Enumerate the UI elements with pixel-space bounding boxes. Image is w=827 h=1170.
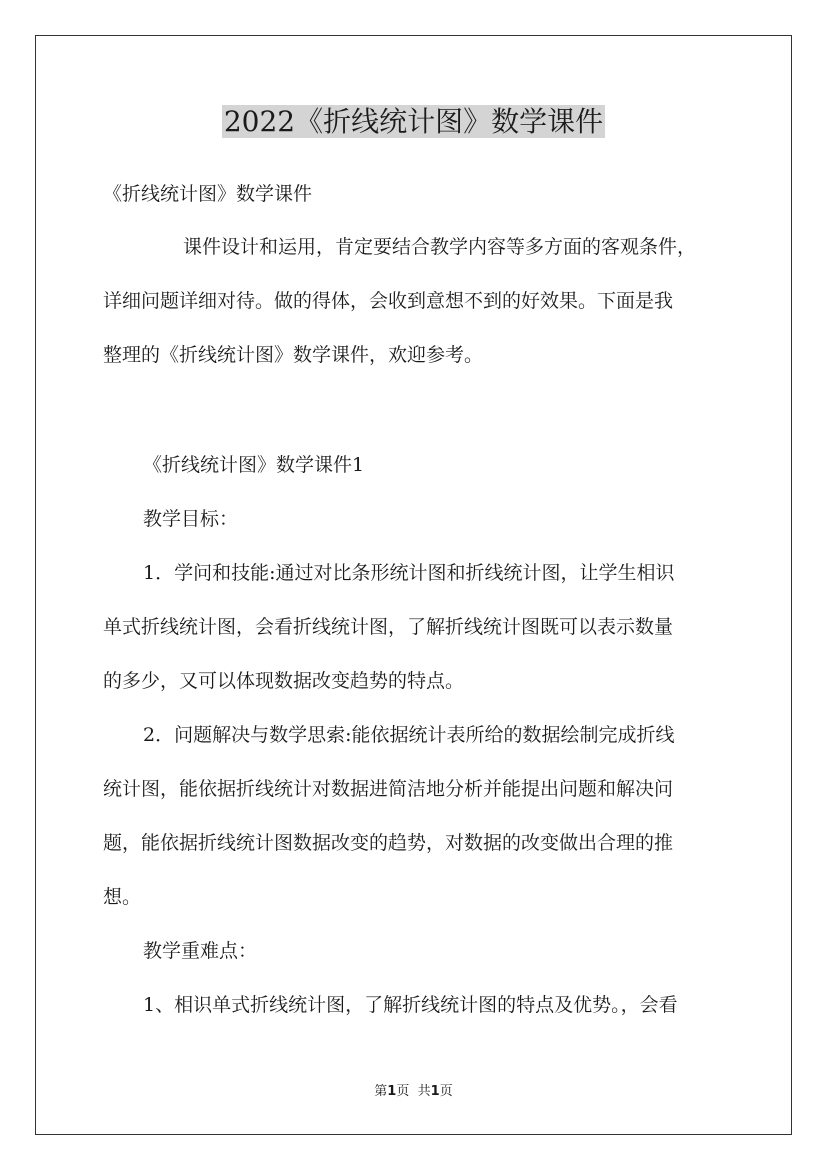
footer-page-prefix: 第 <box>374 1084 388 1099</box>
footer-page-number: 1 <box>387 1084 397 1099</box>
document-title <box>0 102 827 142</box>
section-heading: 《折线统计图》数学课件1 <box>143 454 365 476</box>
key-point-1: 1、相识单式折线统计图，了解折线统计图的特点及优势。，会看 <box>143 994 678 1016</box>
page-footer <box>0 1083 827 1101</box>
goal-2-line-1: 2．问题解决与数学思索:能依据统计表所给的数据绘制完成折线 <box>143 724 675 746</box>
goals-heading: 教学目标： <box>143 508 239 530</box>
intro-line-3: 整理的《折线统计图》数学课件，欢迎参考。 <box>103 344 484 366</box>
goal-1-line-2: 单式折线统计图，会看折线统计图，了解折线统计图既可以表示数量 <box>103 616 674 638</box>
goal-2-line-4: 想。 <box>103 886 142 908</box>
goal-2-line-2: 统计图，能依据折线统计对数据进简洁地分析并能提出问题和解决问 <box>103 778 674 800</box>
intro-line-2: 详细问题详细对待。做的得体，会收到意想不到的好效果。下面是我 <box>103 290 674 312</box>
footer-total-number: 1 <box>430 1084 440 1099</box>
intro-line-1: 课件设计和运用，肯定要结合教学内容等多方面的客观条件， <box>183 236 697 258</box>
goal-2-line-3: 题，能依据折线统计图数据改变的趋势，对数据的改变做出合理的推 <box>103 832 674 854</box>
footer-total-suffix: 页 <box>439 1084 453 1099</box>
goal-1-line-3: 的多少，又可以体现数据改变趋势的特点。 <box>103 670 465 692</box>
document-subtitle: 《折线统计图》数学课件 <box>103 183 313 205</box>
document-title-text: 2022《折线统计图》数学课件 <box>223 105 604 138</box>
goal-1-line-1: 1．学问和技能:通过对比条形统计图和折线统计图，让学生相识 <box>143 562 675 584</box>
key-points-heading: 教学重难点： <box>143 940 258 962</box>
footer-page-suffix: 页 <box>396 1084 410 1099</box>
footer-total-prefix: 共 <box>417 1084 431 1099</box>
